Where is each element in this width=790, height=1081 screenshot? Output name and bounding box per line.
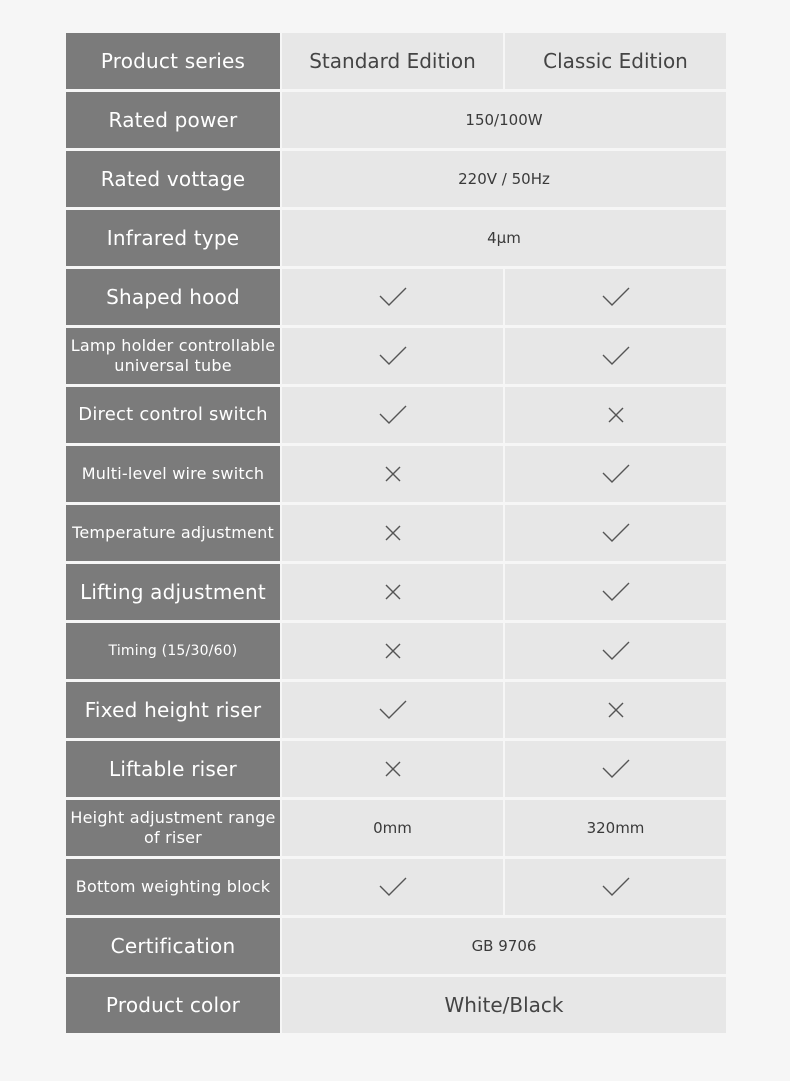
check-icon xyxy=(378,404,408,426)
table-row xyxy=(66,328,726,384)
row-label: Height adjustment range of riser xyxy=(66,800,280,856)
row-label: Direct control switch xyxy=(66,387,280,443)
row-label: Certification xyxy=(66,918,280,974)
cross-icon xyxy=(383,523,403,543)
cross-icon xyxy=(383,641,403,661)
check-icon xyxy=(601,522,631,544)
cross-icon xyxy=(606,405,626,425)
row-label: Rated vottage xyxy=(66,151,280,207)
table-row xyxy=(66,623,726,679)
check-icon xyxy=(601,876,631,898)
table-row xyxy=(66,210,726,266)
classic-value xyxy=(505,564,726,620)
column-header-classic: Classic Edition xyxy=(505,33,726,89)
classic-value xyxy=(505,269,726,325)
row-label: Lifting adjustment xyxy=(66,564,280,620)
merged-value: 220V / 50Hz xyxy=(282,151,726,207)
row-label: Liftable riser xyxy=(66,741,280,797)
table-row xyxy=(66,977,726,1033)
table-row xyxy=(66,387,726,443)
row-label: Shaped hood xyxy=(66,269,280,325)
row-label: Product color xyxy=(66,977,280,1033)
row-label: Infrared type xyxy=(66,210,280,266)
cross-icon xyxy=(383,759,403,779)
cross-icon xyxy=(383,464,403,484)
merged-value: 150/100W xyxy=(282,92,726,148)
standard-value xyxy=(282,269,503,325)
check-icon xyxy=(378,286,408,308)
merged-value: 4μm xyxy=(282,210,726,266)
table-row xyxy=(66,918,726,974)
row-label: Bottom weighting block xyxy=(66,859,280,915)
standard-value xyxy=(282,741,503,797)
check-icon xyxy=(378,699,408,721)
row-label: Lamp holder controllable universal tube xyxy=(66,328,280,384)
table-row xyxy=(66,859,726,915)
table-row xyxy=(66,505,726,561)
table-row xyxy=(66,800,726,856)
classic-value: 320mm xyxy=(505,800,726,856)
classic-value xyxy=(505,859,726,915)
check-icon xyxy=(601,581,631,603)
row-label: Timing (15/30/60) xyxy=(66,623,280,679)
check-icon xyxy=(601,286,631,308)
standard-value xyxy=(282,859,503,915)
check-icon xyxy=(378,876,408,898)
check-icon xyxy=(601,345,631,367)
standard-value xyxy=(282,564,503,620)
standard-value xyxy=(282,446,503,502)
classic-value xyxy=(505,741,726,797)
column-header-standard: Standard Edition xyxy=(282,33,503,89)
row-label: Rated power xyxy=(66,92,280,148)
classic-value xyxy=(505,505,726,561)
standard-value xyxy=(282,328,503,384)
cross-icon xyxy=(606,700,626,720)
table-row xyxy=(66,741,726,797)
check-icon xyxy=(378,345,408,367)
table-row xyxy=(66,151,726,207)
classic-value xyxy=(505,623,726,679)
classic-value xyxy=(505,682,726,738)
table-row xyxy=(66,269,726,325)
classic-value xyxy=(505,387,726,443)
standard-value xyxy=(282,623,503,679)
merged-value: GB 9706 xyxy=(282,918,726,974)
standard-value: 0mm xyxy=(282,800,503,856)
cross-icon xyxy=(383,582,403,602)
classic-value xyxy=(505,328,726,384)
row-label: Fixed height riser xyxy=(66,682,280,738)
standard-value xyxy=(282,387,503,443)
check-icon xyxy=(601,640,631,662)
row-label: Temperature adjustment xyxy=(66,505,280,561)
check-icon xyxy=(601,758,631,780)
classic-value xyxy=(505,446,726,502)
merged-value: White/Black xyxy=(282,977,726,1033)
standard-value xyxy=(282,682,503,738)
row-label: Multi-level wire switch xyxy=(66,446,280,502)
table-row xyxy=(66,682,726,738)
table-row xyxy=(66,92,726,148)
table-row xyxy=(66,564,726,620)
check-icon xyxy=(601,463,631,485)
table-row xyxy=(66,446,726,502)
comparison-table xyxy=(66,33,726,1036)
header-row xyxy=(66,33,726,89)
standard-value xyxy=(282,505,503,561)
row-label: Product series xyxy=(66,33,280,89)
